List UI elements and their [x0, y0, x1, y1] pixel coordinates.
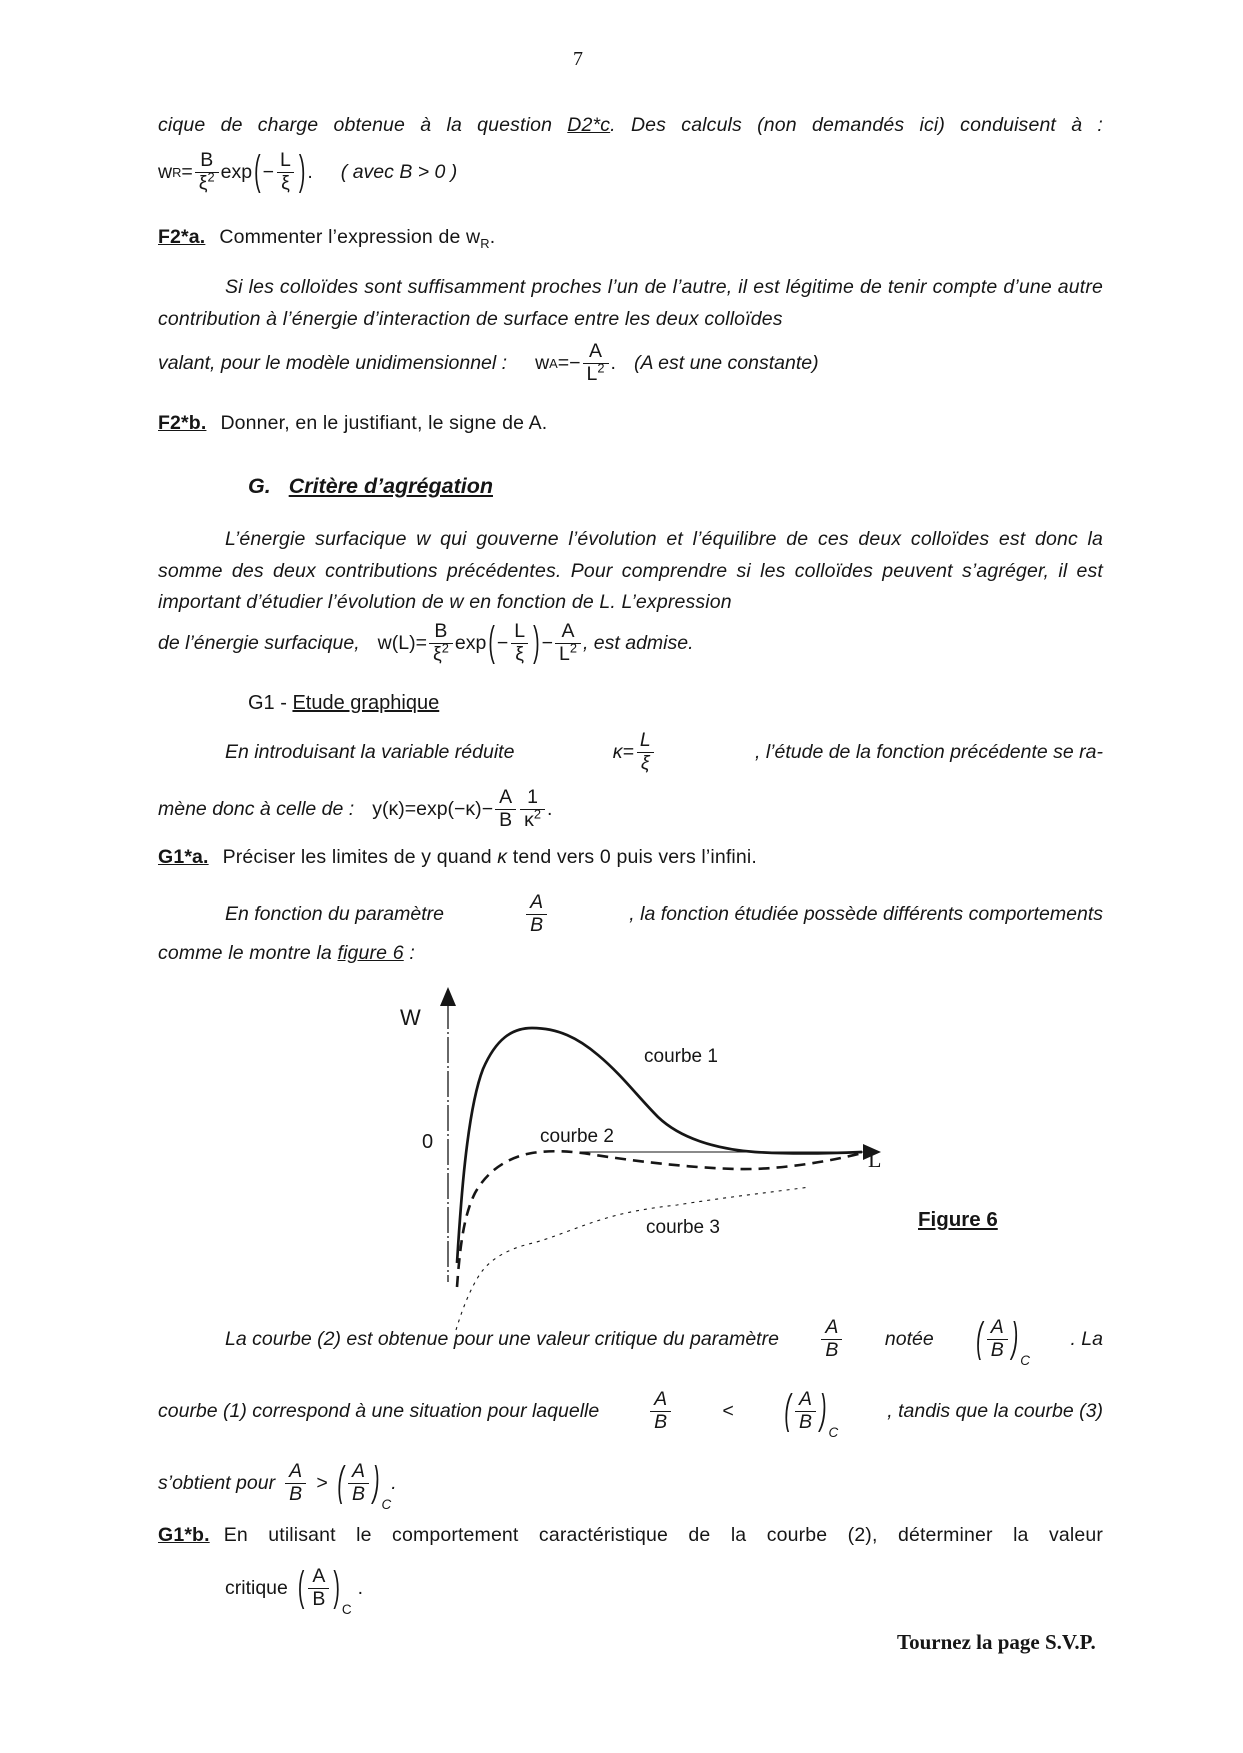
question-f2b: [158, 408, 547, 440]
wa-lead: valant, pour le modèle unidimensionnel :: [158, 351, 508, 374]
reduite-tail: , l’étude de la fonction précédente se ra-: [755, 740, 1103, 763]
question-f2a-label: F2*a.: [158, 226, 206, 248]
formula-wa: w A = − $\frac{A}{L^2}$ .: [535, 339, 616, 385]
question-g1a-label: G1*a.: [158, 846, 209, 868]
reduite-lead: En introduisant la variable réduite: [225, 740, 515, 763]
question-f2a: F2*a. Commenter l’expression de $w_R$.: [158, 226, 496, 251]
frac-B-xi2: $\frac{B}{\xi^2}$: [195, 150, 219, 195]
equals: =: [181, 160, 193, 183]
courbe2-tail: . La: [1070, 1327, 1103, 1350]
paragraph-param-line2: comme le montre la figure 6 :: [158, 942, 415, 964]
question-f2b-label: F2*b.: [158, 412, 207, 434]
question-g1b-text: En utilisant le comportement caractéristique de la courbe (2), déterminer la valeur: [223, 1524, 1103, 1546]
kappa: κ: [497, 846, 508, 868]
frac-A-B: $\frac{A}{B}$: [495, 787, 516, 832]
param-lead: En fonction du paramètre: [225, 902, 444, 925]
curve-1-label: courbe 1: [644, 1046, 718, 1067]
wa-aside: (A est une constante): [633, 351, 819, 374]
minus: −: [262, 160, 275, 183]
kappa: κ: [612, 740, 623, 763]
arg-kappa: (κ): [381, 797, 405, 820]
frac-A-B: $\frac{A}{B}$: [821, 1317, 842, 1362]
frac-AB-critical: ( $\frac{A}{B}$ ) C: [976, 1314, 1030, 1369]
figure-l-label: L: [868, 1147, 882, 1172]
wl-tail: , est admise.: [582, 631, 694, 654]
frac-L-xi: $\frac{L}{\xi}$: [510, 621, 529, 666]
section-g-heading: [248, 474, 493, 499]
ref-figure6: figure 6: [337, 942, 404, 964]
frac-AB-critical: ( $\frac{A}{B}$ ) C: [297, 1563, 352, 1618]
y-axis-arrow: [440, 987, 456, 1006]
frac-1-k2: $\frac{1}{\kappa^2}$: [520, 787, 545, 832]
section-g1-heading: [248, 692, 439, 715]
paragraph-courbe2: [225, 1308, 1103, 1370]
exp-minus-kappa: exp(−κ): [416, 797, 482, 820]
var-y: y: [372, 797, 382, 820]
paragraph-energie: L’énergie surfacique w qui gouverne l’évolution et l’équilibre de ces deux colloïdes est donc la somme des deux contributions précédentes. Pour comprendre si les colloïdes peuvent s’agréger, il est important d’étudier l’évolution de w en fonction de L. L’expression: [158, 528, 1103, 613]
frac-AB-critical: ( $\frac{A}{B}$ ) C: [784, 1386, 839, 1441]
sub-r: R: [172, 164, 182, 180]
question-g1b-line2: critique ( $\frac{A}{B}$ ) C .: [225, 1563, 364, 1618]
figure-w-label: W: [400, 1005, 421, 1030]
ref-d2c: D2*c: [567, 114, 611, 136]
left-paren: (: [254, 147, 261, 195]
exp: exp: [220, 160, 253, 183]
figure-zero-label: 0: [422, 1131, 434, 1153]
footer-turn-page: Tournez la page S.V.P.: [897, 1630, 1096, 1654]
section-g-number: G.: [248, 474, 271, 498]
question-f2a-text: Commenter l’expression de w: [219, 226, 481, 248]
question-g1a: G1*a. Préciser les limites de y quand κ tend vers 0 puis vers l’infini.: [158, 846, 757, 868]
formula-kappa-def: κ = $\frac{L}{\xi}$: [613, 730, 657, 775]
right-paren: ): [298, 147, 306, 195]
question-g1b-line1: [158, 1520, 1103, 1552]
figure6-graph: [380, 985, 1020, 1335]
sub-c: C: [1020, 1353, 1030, 1369]
sub-a: A: [549, 355, 558, 371]
section-g1-number: G1 -: [248, 692, 293, 714]
formula-wl: w (L) = $\frac{B}{\xi^2}$ exp ( − $\frac{L}{\xi}$ ) − $\frac{A}{L^2}$: [378, 621, 583, 666]
section-g1-title: Etude graphique: [292, 692, 440, 714]
intro-pre: cique de charge obtenue à la question: [158, 114, 568, 136]
g1b-critique-label: critique: [225, 1576, 288, 1599]
intro-post: . Des calculs (non demandés ici) conduisent à :: [610, 114, 1103, 136]
section-g-title: Critère d’agrégation: [288, 474, 493, 498]
frac-L-xi: $\frac{L}{\xi}$: [636, 730, 655, 775]
paragraph-reduite-line2: [158, 776, 552, 842]
greater-than: >: [316, 1471, 328, 1494]
reduite-lead2: mène donc à celle de :: [158, 797, 355, 820]
less-than: <: [722, 1399, 734, 1422]
frac-AB-critical: ( $\frac{A}{B}$ ) C: [337, 1458, 392, 1513]
frac-A-B: $\frac{A}{B}$: [526, 892, 547, 937]
formula-wa-line: [158, 330, 819, 396]
question-g1b-label: G1*b.: [158, 1524, 210, 1546]
curve-2-label: courbe 2: [540, 1126, 614, 1147]
formula-wr: [158, 147, 313, 195]
formula-wr-line: [158, 136, 457, 208]
paragraph-colloides: Si les colloïdes sont suffisamment proches l’un de l’autre, il est légitime de tenir compte d’une autre contribution à l’énergie d’interaction de surface entre les deux colloïdes: [158, 276, 1103, 330]
curve-3-label: courbe 3: [646, 1217, 720, 1238]
courbe1-lead: courbe (1) correspond à une situation pour laquelle: [158, 1399, 600, 1422]
courbe3-tail: .: [391, 1471, 397, 1494]
figure6-caption: Figure 6: [918, 1208, 998, 1231]
reduite-tail2: .: [547, 797, 553, 820]
xi: ξ: [198, 171, 208, 194]
sub-r: R: [480, 235, 490, 251]
period: .: [307, 160, 313, 183]
page-number: 7: [573, 48, 583, 70]
arg-L: (L): [391, 631, 416, 654]
question-g1a-text: Préciser les limites de y quand: [222, 846, 498, 868]
frac-B-xi2: $\frac{B}{\xi^2}$: [429, 621, 453, 666]
frac-A-L2: $\frac{A}{L^2}$: [583, 341, 609, 386]
formula-yk: y (κ) = exp(−κ) − $\frac{A}{B}$ $\frac{1}{\kappa^2}$: [372, 787, 547, 832]
frac-A-L2: $\frac{A}{L^2}$: [555, 621, 581, 666]
formula-wl-line: [158, 608, 694, 678]
question-f2b-text: Donner, en le justifiant, le signe de A.: [220, 412, 548, 434]
courbe3-lead: s’obtient pour: [158, 1471, 276, 1494]
var-w: w: [158, 160, 173, 183]
param-tail: , la fonction étudiée possède différents comportements: [629, 902, 1103, 925]
formula-wr-aside: ( avec B > 0 ): [340, 160, 458, 183]
courbe2-lead: La courbe (2) est obtenue pour une valeur critique du paramètre: [225, 1327, 779, 1350]
courbe1-tail: , tandis que la courbe (3): [887, 1399, 1103, 1422]
paragraph-courbe3: [158, 1452, 397, 1514]
paragraph-courbe1: [158, 1380, 1103, 1442]
courbe2-mid: notée: [884, 1327, 934, 1350]
wl-lead: de l’énergie surfacique,: [158, 631, 360, 654]
paragraph-param-line1: [225, 884, 1103, 944]
paragraph-reduite-line1: [225, 722, 1103, 782]
frac-A-B: $\frac{A}{B}$: [285, 1461, 306, 1506]
frac-L-xi: $\frac{L}{\xi}$: [276, 150, 295, 195]
frac-A-B: $\frac{A}{B}$: [650, 1389, 671, 1434]
